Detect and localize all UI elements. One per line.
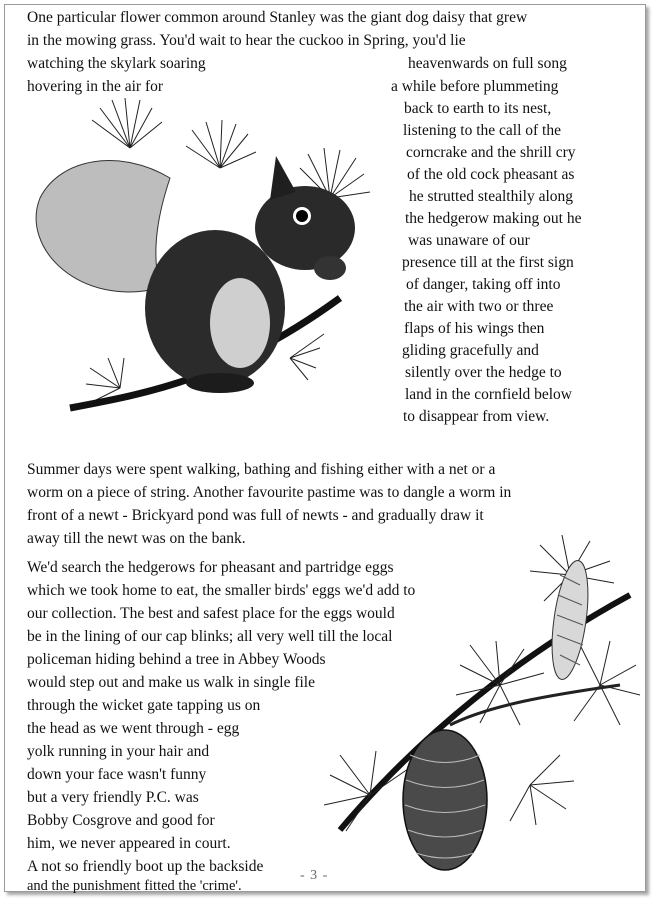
para1-line: heavenwards on full song <box>408 55 567 72</box>
para3-line: him, we never appeared in court. <box>27 835 231 852</box>
para3-line: the head as we went through - egg <box>27 720 240 737</box>
para3-line: but a very friendly P.C. was <box>27 789 199 806</box>
para1-line: a while before plummeting <box>391 78 559 95</box>
para1-line: gliding gracefully and <box>402 342 539 359</box>
para3-line: Bobby Cosgrove and good for <box>27 812 215 829</box>
para1-line: of danger, taking off into <box>406 276 561 293</box>
para3-line: down your face wasn't funny <box>27 766 207 783</box>
para3-line: and the punishment fitted the 'crime'. <box>27 878 242 894</box>
para3-line: be in the lining of our cap blinks; all very well till the local <box>27 628 393 645</box>
page-number: - 3 - <box>300 868 329 883</box>
para1-line: corncrake and the shrill cry <box>406 144 576 161</box>
para2-line: away till the newt was on the bank. <box>27 530 246 547</box>
para3-line: would step out and make us walk in single file <box>27 674 315 691</box>
para1-line: was unaware of our <box>408 232 530 249</box>
para2-line: Summer days were spent walking, bathing and fishing either with a net or a <box>27 461 496 478</box>
para1-line: hovering in the air for <box>27 78 164 95</box>
para1-line: in the mowing grass. You'd wait to hear the cuckoo in Spring, you'd lie <box>27 32 466 49</box>
para2-line: front of a newt - Brickyard pond was full of newts - and gradually draw it <box>27 507 484 524</box>
para1-line: land in the cornfield below <box>405 386 573 403</box>
para3-line: yolk running in your hair and <box>27 743 210 760</box>
para3-line: which we took home to eat, the smaller birds' eggs we'd add to <box>27 582 416 599</box>
pine-cone-illustration <box>300 535 640 875</box>
para1-line: he strutted stealthily along <box>409 188 574 205</box>
para1-line: back to earth to its nest, <box>404 100 552 117</box>
para1-line: flaps of his wings then <box>404 320 545 337</box>
para1-line: to disappear from view. <box>403 408 550 425</box>
para3-line: our collection. The best and safest place for the eggs would <box>27 605 395 622</box>
para3-line: through the wicket gate tapping us on <box>27 697 261 714</box>
squirrel-illustration <box>10 88 380 418</box>
para3-line: policeman hiding behind a tree in Abbey Woods <box>27 651 326 668</box>
para1-line: presence till at the first sign <box>402 254 574 271</box>
para1-line: One particular flower common around Stanley was the giant dog daisy that grew <box>27 9 528 26</box>
pine-tuft <box>92 98 162 148</box>
para1-line: the air with two or three <box>404 298 554 315</box>
para1-line: the hedgerow making out he <box>405 210 582 227</box>
para3-line: A not so friendly boot up the backside <box>27 858 264 875</box>
para1-line: watching the skylark soaring <box>27 55 206 72</box>
para2-line: worm on a piece of string. Another favourite pastime was to dangle a worm in <box>27 484 512 501</box>
para1-line: silently over the hedge to <box>405 364 562 381</box>
para1-line: of the old cock pheasant as <box>407 166 575 183</box>
para1-line: listening to the call of the <box>403 122 561 139</box>
para3-line: We'd search the hedgerows for pheasant and partridge eggs <box>27 559 394 576</box>
